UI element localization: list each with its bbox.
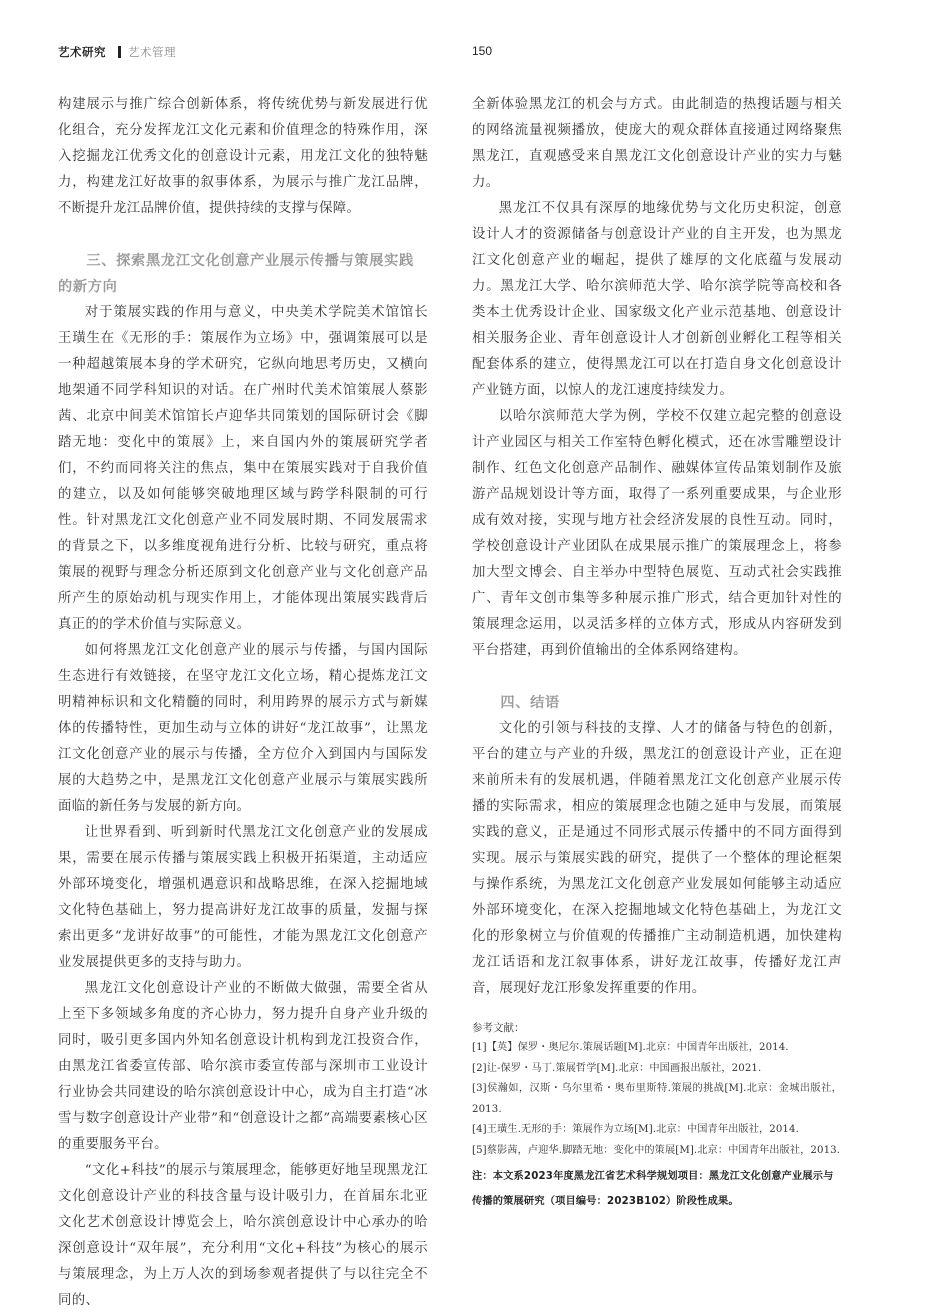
references [472,1018,842,1161]
running-header [58,44,898,64]
paragraph: 黑龙江不仅具有深厚的地缘优势与文化历史积淀，创意设计人才的资源储备与创意设计产业的自主开发，也为黑龙江文化创意产业的崛起，提供了雄厚的文化底蕴与发展动力。黑龙江大学、哈尔滨师范大学、哈尔滨学院等高校和各类本土优秀设计企业、国家级文化产业示范基地、创意设计相关服务企业、青年创意设计人才创新创业孵化工程等相关配套体系的建立，使得黑龙江可以在打造自身文化创意设计产业链方面，以惊人的龙江速度持续发力。 [472,201,842,398]
left-column [58,92,428,1314]
paragraph: “文化+科技”的展示与策展理念，能够更好地呈现黑龙江文化创意设计产业的科技含量与设计吸引力，在首届东北亚文化艺术创意设计博览会上，哈尔滨创意设计中心承办的哈深创意设计“双年展”，充分利用“文化+科技”为核心的展示与策展理念，为上万人次的到场参观者提供了与以往完全不同的、 [58,1163,428,1308]
funding-note: 注：本文系2023年度黑龙江省艺术科学规划项目：黑龙江文化创意产业展示与传播的策展研究（项目编号：2023B102）阶段性成果。 [472,1171,834,1207]
section-heading: 四、结语 [500,695,560,711]
reference-item: [2]让-保罗・马丁.策展哲学[M].北京：中国画报出版社，2021. [472,1062,762,1074]
paragraph: 黑龙江文化创意设计产业的不断做大做强，需要全省从上至下多领域多角度的齐心协力，努力提升自身产业升级的同时，吸引更多国内外知名创意设计机构到龙江投资合作，由黑龙江省委宣传部、哈尔滨市委宣传部与深圳市工业设计行业协会共同建设的哈尔滨创意设计中心，成为自主打造“冰雪与数字创意设计产业带”和“创意设计之都”高端要素核心区的重要服务平台。 [58,981,428,1152]
spacer [58,222,428,248]
paragraph: 文化的引领与科技的支撑、人才的储备与特色的创新，平台的建立与产业的升级，黑龙江的创意设计产业，正在迎来前所未有的发展机遇，伴随着黑龙江文化创意产业展示传播的实际需求，相应的策展理念也随之延申与发展，而策展实践的意义，正是通过不同形式展示传播中的不同方面得到实现。展示与策展实践的研究，提供了一个整体的理论框架与操作系统，为黑龙江文化创意产业发展如何能够主动适应外部环境变化，在深入挖掘地域文化特色基础上，为龙江文化的形象树立与价值观的传播推广主动制造机遇，加快建构龙江话语和龙江叙事体系，讲好龙江故事，传播好龙江声音，展现好龙江形象发挥重要的作用。 [472,721,842,996]
paragraph: 构建展示与推广综合创新体系，将传统优势与新发展进行优化组合，充分发挥龙江文化元素和价值理念的特殊作用，深入挖掘龙江优秀文化的创意设计元素，用龙江文化的独特魅力，构建龙江好故事的叙事体系，为展示与推广龙江品牌，不断提升龙江品牌价值，提供持续的支撑与保障。 [58,97,428,216]
reference-item: [4]王璜生.无形的手：策展作为立场[M].北京：中国青年出版社，2014. [472,1124,799,1135]
reference-item: [1]【英】保罗・奥尼尔.策展话题[M].北京：中国青年出版社，2014. [472,1042,789,1053]
references-title: 参考文献： [472,1022,525,1034]
header-divider [118,46,121,58]
spacer [472,664,842,690]
right-column [472,92,842,1161]
reference-item: [5]蔡影茜，卢迎华.脚踏无地：变化中的策展[M].北京：中国青年出版社，2013. [472,1144,841,1156]
paragraph: 对于策展实践的作用与意义，中央美术学院美术馆馆长王璜生在《无形的手：策展作为立场》中，强调策展可以是一种超越策展本身的学术研究，它纵向地思考历史，又横向地架通不同学科知识的对话。在广州时代美术馆策展人蔡影茜、北京中间美术馆馆长卢迎华共同策划的国际研讨会《脚踏无地：变化中的策展》上，来自国内外的策展研究学者们，不约而同将关注的焦点，集中在策展实践对于自我价值的建立，以及如何能够突破地理区域与跨学科限制的可行性。针对黑龙江文化创意产业不同发展时期、不同发展需求的背景之下，以多维度视角进行分析、比较与研究，重点将策展的视野与理念分析还原到文化创意产业与文化创意产品所产生的原始动机与现实作用上，才能体现出策展实践背后真正的的学术价值与实际意义。 [58,305,428,632]
paragraph: 如何将黑龙江文化创意产业的展示与传播，与国内国际生态进行有效链接，在坚守龙江文化立场，精心提炼龙江文明精神标识和文化精髓的同时，利用跨界的展示方式与新媒体的传播特性，更加生动与立体的讲好“龙江故事”，让黑龙江文化创意产业的展示与传播，全方位介入到国内与国际发展的大趋势之中，是黑龙江文化创意产业展示与策展实践所面临的新任务与发展的新方向。 [58,643,428,814]
section-name: 艺术管理 [128,45,176,59]
paragraph: 让世界看到、听到新时代黑龙江文化创意产业的发展成果，需要在展示传播与策展实践上积极开拓渠道，主动适应外部环境变化，增强机遇意识和战略思维，在深入挖掘地域文化特色基础上，努力提高讲好龙江故事的质量，发掘与探索出更多“龙讲好故事”的可能性，才能为黑龙江文化创意产业发展提供更多的支持与助力。 [58,825,428,970]
section-heading: 三、探索黑龙江文化创意产业展示传播与策展实践的新方向 [58,253,414,295]
paragraph: 以哈尔滨师范大学为例，学校不仅建立起完整的创意设计产业园区与相关工作室特色孵化模式，还在冰雪雕塑设计制作、红色文化创意产品制作、融媒体宣传品策划制作及旅游产品规划设计等方面，取得了一系列重要成果，与企业形成有效对接，实现与地方社会经济发展的良性互动。同时，学校创意设计产业团队在成果展示推广的策展理念上，将参加大型文博会、自主举办中型特色展览、互动式社会实践推广、青年文创市集等多种展示推广形式，结合更加针对性的策展理念运用，以灵活多样的立体方式，形成从内容研发到平台搭建，再到价值输出的全体系网络建构。 [472,409,842,658]
reference-item: [3]侯瀚如，汉斯・乌尔里希・奥布里斯特.策展的挑战[M].北京：金城出版社，2013. [472,1083,842,1115]
journal-name: 艺术研究 [58,45,106,59]
paragraph: 全新体验黑龙江的机会与方式。由此制造的热搜话题与相关的网络流量视频播放，使庞大的观众群体直接通过网络聚焦黑龙江，直观感受来自黑龙江文化创意设计产业的实力与魅力。 [472,97,842,190]
page-number: 150 [472,44,493,58]
